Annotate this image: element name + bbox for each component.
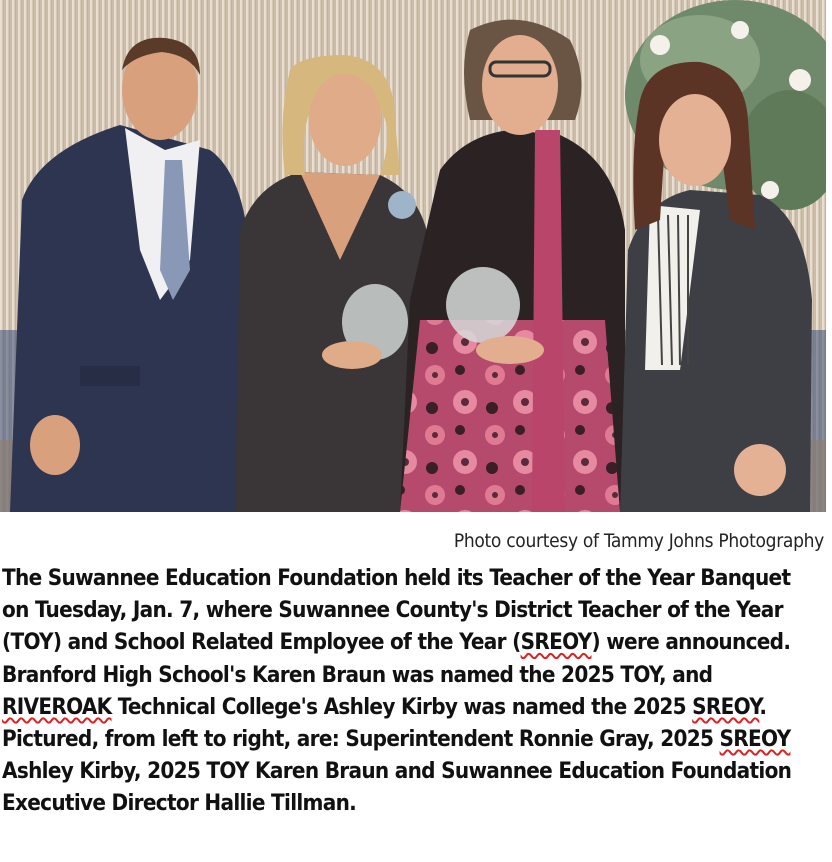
caption-text: Ashley Kirby, 2025 TOY Karen Braun and Suwannee Education Foundation [2, 758, 792, 785]
caption-text: . [759, 693, 767, 720]
spellcheck-flagged-word: SREOY [719, 726, 791, 753]
caption-line [2, 659, 828, 691]
photo-caption [2, 562, 828, 820]
spellcheck-flagged-word: SREOY [520, 629, 592, 656]
caption-line [2, 562, 828, 594]
photo-credit: Photo courtesy of Tammy Johns Photography [453, 530, 824, 552]
caption-line [2, 723, 828, 755]
caption-text: Technical College's Ashley Kirby was named the 2025 [111, 693, 693, 720]
spellcheck-flagged-word: RIVEROAK [2, 693, 112, 720]
caption-text: on Tuesday, Jan. 7, where Suwannee County's District Teacher of the Year [2, 597, 783, 624]
caption-text: Pictured, from left to right, are: Superintendent Ronnie Gray, 2025 [2, 726, 720, 753]
caption-text: Executive Director Hallie Tillman. [2, 790, 357, 817]
award-plaque-sreoy [446, 267, 520, 343]
caption-text: The Suwannee Education Foundation held its Teacher of the Year Banquet [2, 565, 791, 591]
caption-line [2, 594, 828, 626]
caption-line [2, 787, 828, 819]
caption-line [2, 626, 828, 658]
caption-text: (TOY) and School Related Employee of the Year ( [2, 629, 521, 656]
caption-line [2, 755, 828, 787]
caption-line [2, 691, 828, 723]
caption-text: Branford High School's Karen Braun was named the 2025 TOY, and [2, 661, 713, 688]
spellcheck-flagged-word: SREOY [692, 693, 760, 720]
caption-text: ) were announced. [591, 629, 791, 656]
